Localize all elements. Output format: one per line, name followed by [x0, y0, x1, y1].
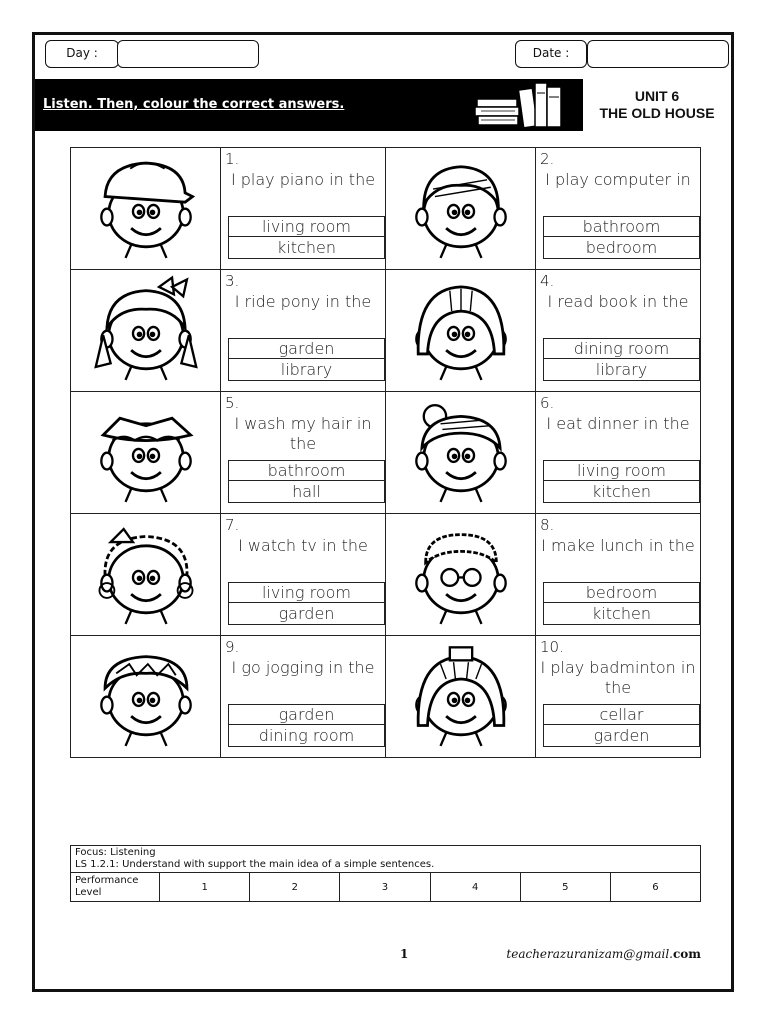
page-number: 1	[400, 947, 409, 961]
answer-options	[543, 338, 700, 381]
question-number: 9.	[225, 638, 240, 656]
answer-options	[228, 704, 385, 747]
email-footer	[506, 947, 701, 961]
performance-level-1[interactable]: 1	[160, 873, 250, 902]
exercise-row	[71, 392, 701, 514]
girl-with-bow-icon	[71, 270, 221, 392]
answer-option[interactable]: bathroom	[543, 216, 700, 237]
answer-option[interactable]: library	[228, 359, 385, 381]
answer-option[interactable]: bedroom	[543, 237, 700, 259]
question-cell	[536, 636, 701, 758]
exercise-table	[70, 147, 701, 758]
focus-cell	[71, 846, 701, 873]
question-cell	[221, 270, 386, 392]
question-cell	[536, 514, 701, 636]
pirate-boy-icon	[71, 392, 221, 514]
instruction-text: Listen. Then, colour the correct answers.	[43, 97, 345, 112]
question-text: I ride pony in the	[234, 292, 372, 311]
question-cell	[536, 392, 701, 514]
question-cell	[536, 270, 701, 392]
answer-option[interactable]: kitchen	[543, 481, 700, 503]
unit-number: UNIT 6	[634, 88, 680, 104]
question-cell	[221, 514, 386, 636]
answer-option[interactable]: library	[543, 359, 700, 381]
question-number: 2.	[540, 150, 555, 168]
girl-with-pigtails-icon	[386, 148, 536, 270]
answer-option[interactable]: kitchen	[543, 603, 700, 625]
performance-level-2[interactable]: 2	[250, 873, 340, 902]
question-text: I eat dinner in the	[546, 414, 690, 433]
question-text: I go jogging in the	[231, 658, 375, 677]
performance-level-3[interactable]: 3	[340, 873, 430, 902]
day-field[interactable]	[117, 40, 259, 68]
question-number: 3.	[225, 272, 240, 290]
answer-option[interactable]: hall	[228, 481, 385, 503]
girl-with-long-hair-icon	[386, 270, 536, 392]
boy-with-cap-icon	[71, 148, 221, 270]
girl-with-bun-icon	[386, 392, 536, 514]
question-number: 1.	[225, 150, 240, 168]
question-number: 10.	[540, 638, 564, 656]
date-label: Date :	[515, 40, 587, 68]
question-number: 5.	[225, 394, 240, 412]
performance-level-5[interactable]: 5	[520, 873, 610, 902]
performance-level-label: Performance Level	[71, 873, 160, 902]
exercise-row	[71, 514, 701, 636]
answer-options	[228, 338, 385, 381]
books-icon	[475, 79, 565, 131]
day-label: Day :	[45, 40, 119, 68]
question-text: I play computer in	[545, 170, 691, 189]
boy-with-headband-icon	[71, 636, 221, 758]
performance-level-4[interactable]: 4	[430, 873, 520, 902]
question-number: 8.	[540, 516, 555, 534]
answer-options	[228, 582, 385, 625]
date-field[interactable]	[587, 40, 729, 68]
question-cell	[536, 148, 701, 270]
unit-box	[583, 79, 731, 131]
answer-option[interactable]: kitchen	[228, 237, 385, 259]
question-cell	[221, 148, 386, 270]
exercise-row	[71, 636, 701, 758]
question-text: I make lunch in the	[541, 536, 695, 555]
answer-option[interactable]: garden	[543, 725, 700, 747]
question-number: 6.	[540, 394, 555, 412]
answer-option[interactable]: dining room	[228, 725, 385, 747]
email-main: teacherazuranizam@gmail.	[506, 947, 673, 961]
answer-options	[543, 216, 700, 259]
instruction-banner	[35, 79, 731, 131]
boy-with-glasses-icon	[386, 514, 536, 636]
question-text: I watch tv in the	[238, 536, 368, 555]
performance-level-6[interactable]: 6	[610, 873, 700, 902]
answer-options	[543, 582, 700, 625]
answer-options	[228, 460, 385, 503]
question-text: I play badminton in the	[540, 658, 696, 697]
curly-girl-icon	[71, 514, 221, 636]
answer-options	[228, 216, 385, 259]
answer-option[interactable]: bedroom	[543, 582, 700, 603]
question-text: I play piano in the	[230, 170, 376, 189]
question-number: 7.	[225, 516, 240, 534]
answer-options	[543, 460, 700, 503]
focus-title: Focus: Listening	[75, 847, 156, 858]
girl-with-ribbon-icon	[386, 636, 536, 758]
question-text: I wash my hair in the	[234, 414, 372, 453]
answer-option[interactable]: garden	[228, 338, 385, 359]
answer-option[interactable]: living room	[228, 216, 385, 237]
answer-option[interactable]: living room	[543, 460, 700, 481]
email-tail: com	[672, 947, 701, 961]
worksheet-page	[32, 32, 734, 992]
focus-standard: LS 1.2.1: Understand with support the main idea of a simple sentences.	[75, 859, 435, 870]
exercise-row	[71, 148, 701, 270]
question-cell	[221, 636, 386, 758]
question-text: I read book in the	[547, 292, 689, 311]
answer-option[interactable]: garden	[228, 704, 385, 725]
answer-option[interactable]: dining room	[543, 338, 700, 359]
unit-title: THE OLD HOUSE	[599, 105, 715, 121]
question-cell	[221, 392, 386, 514]
question-number: 4.	[540, 272, 555, 290]
answer-option[interactable]: garden	[228, 603, 385, 625]
answer-option[interactable]: cellar	[543, 704, 700, 725]
answer-options	[543, 704, 700, 747]
answer-option[interactable]: living room	[228, 582, 385, 603]
focus-table	[70, 845, 701, 902]
exercise-row	[71, 270, 701, 392]
answer-option[interactable]: bathroom	[228, 460, 385, 481]
